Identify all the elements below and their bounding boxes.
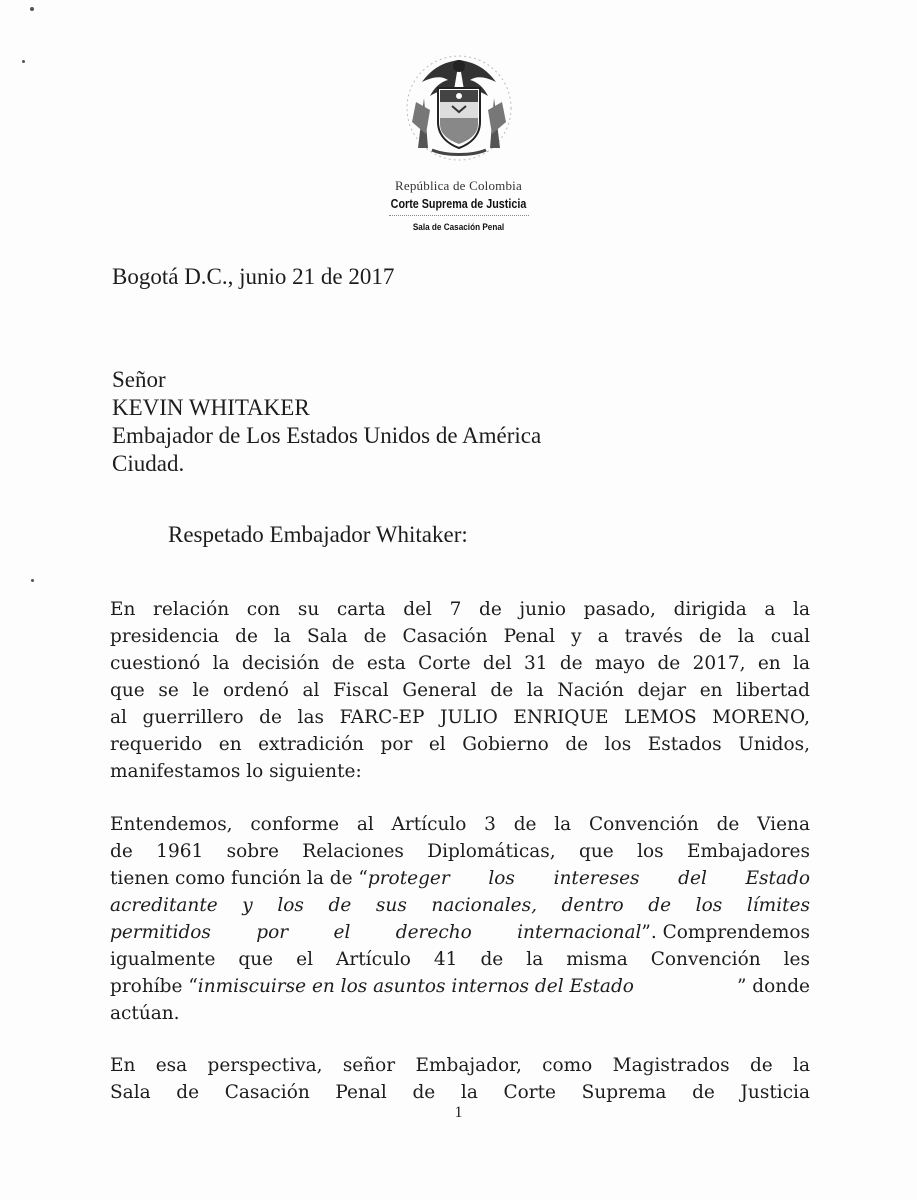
- paragraph1-line: requerido en extradición por el Gobierno de los Estados Unidos,: [110, 734, 810, 755]
- date-line: Bogotá D.C., junio 21 de 2017: [112, 264, 395, 289]
- greeting: Respetado Embajador Whitaker:: [168, 522, 468, 547]
- paragraph1-line: cuestionó la decisión de esta Corte del 31 de mayo de 2017, en la: [110, 653, 810, 674]
- quote-emphasis: inmiscuirse en los asuntos internos del Estado: [197, 976, 634, 997]
- letterhead-divider: [389, 215, 529, 216]
- page-number: 1: [454, 1104, 463, 1121]
- quote-emphasis: permitidos por el derecho internacional: [110, 922, 642, 943]
- scan-speck: [30, 7, 34, 11]
- letterhead-chamber: Sala de Casación Penal: [412, 222, 505, 233]
- paragraph2-line: Entendemos, conforme al Artículo 3 de la Convención de Viena: [110, 814, 810, 835]
- paragraph1-line: En relación con su carta del 7 de junio pasado, dirigida a la: [110, 599, 810, 620]
- paragraph1-line: manifestamos lo siguiente:: [110, 761, 362, 782]
- paragraph1-line: al guerrillero de las FARC-EP JULIO ENRIQUE LEMOS MORENO,: [110, 707, 810, 728]
- quote-emphasis-line: acreditante y los de sus nacionales, dentro de los límites: [110, 895, 810, 916]
- paragraph1-line: presidencia de la Sala de Casación Penal y a través de la cual: [110, 626, 810, 647]
- letterhead-republic: República de Colombia: [395, 178, 522, 193]
- letterhead-court: Corte Suprema de Justicia: [390, 197, 527, 211]
- recipient-city: Ciudad.: [112, 451, 185, 476]
- paragraph2-line: [110, 866, 810, 892]
- paragraph2-text: ”. Comprendemos: [641, 922, 810, 943]
- recipient-salutation: Señor: [112, 367, 166, 392]
- paragraph2-line: [110, 974, 810, 1000]
- paragraph2-text: ” donde: [736, 976, 810, 997]
- paragraph2-text: prohíbe “: [110, 976, 198, 997]
- paragraph1-line: que se le ordenó al Fiscal General de la Nación dejar en libertad: [110, 680, 810, 701]
- paragraph2-text: tienen como función la de “: [110, 868, 368, 889]
- scan-speck: [31, 579, 34, 582]
- paragraph3-line: En esa perspectiva, señor Embajador, como Magistrados de la: [110, 1055, 810, 1076]
- paragraph2-line: igualmente que el Artículo 41 de la misma Convención les: [110, 949, 810, 970]
- paragraph2-line: [110, 920, 810, 946]
- paragraph3-line: Sala de Casación Penal de la Corte Suprema de Justicia: [110, 1082, 810, 1103]
- coat-of-arms-seal-icon: [394, 52, 524, 164]
- letterhead: [0, 52, 917, 233]
- recipient-title: Embajador de Los Estados Unidos de América: [112, 423, 542, 448]
- paragraph2-line: de 1961 sobre Relaciones Diplomáticas, que los Embajadores: [110, 841, 810, 862]
- recipient-name: KEVIN WHITAKER: [112, 395, 310, 420]
- quote-emphasis: proteger los intereses del Estado: [367, 868, 810, 889]
- paragraph2-line: actúan.: [110, 1003, 180, 1024]
